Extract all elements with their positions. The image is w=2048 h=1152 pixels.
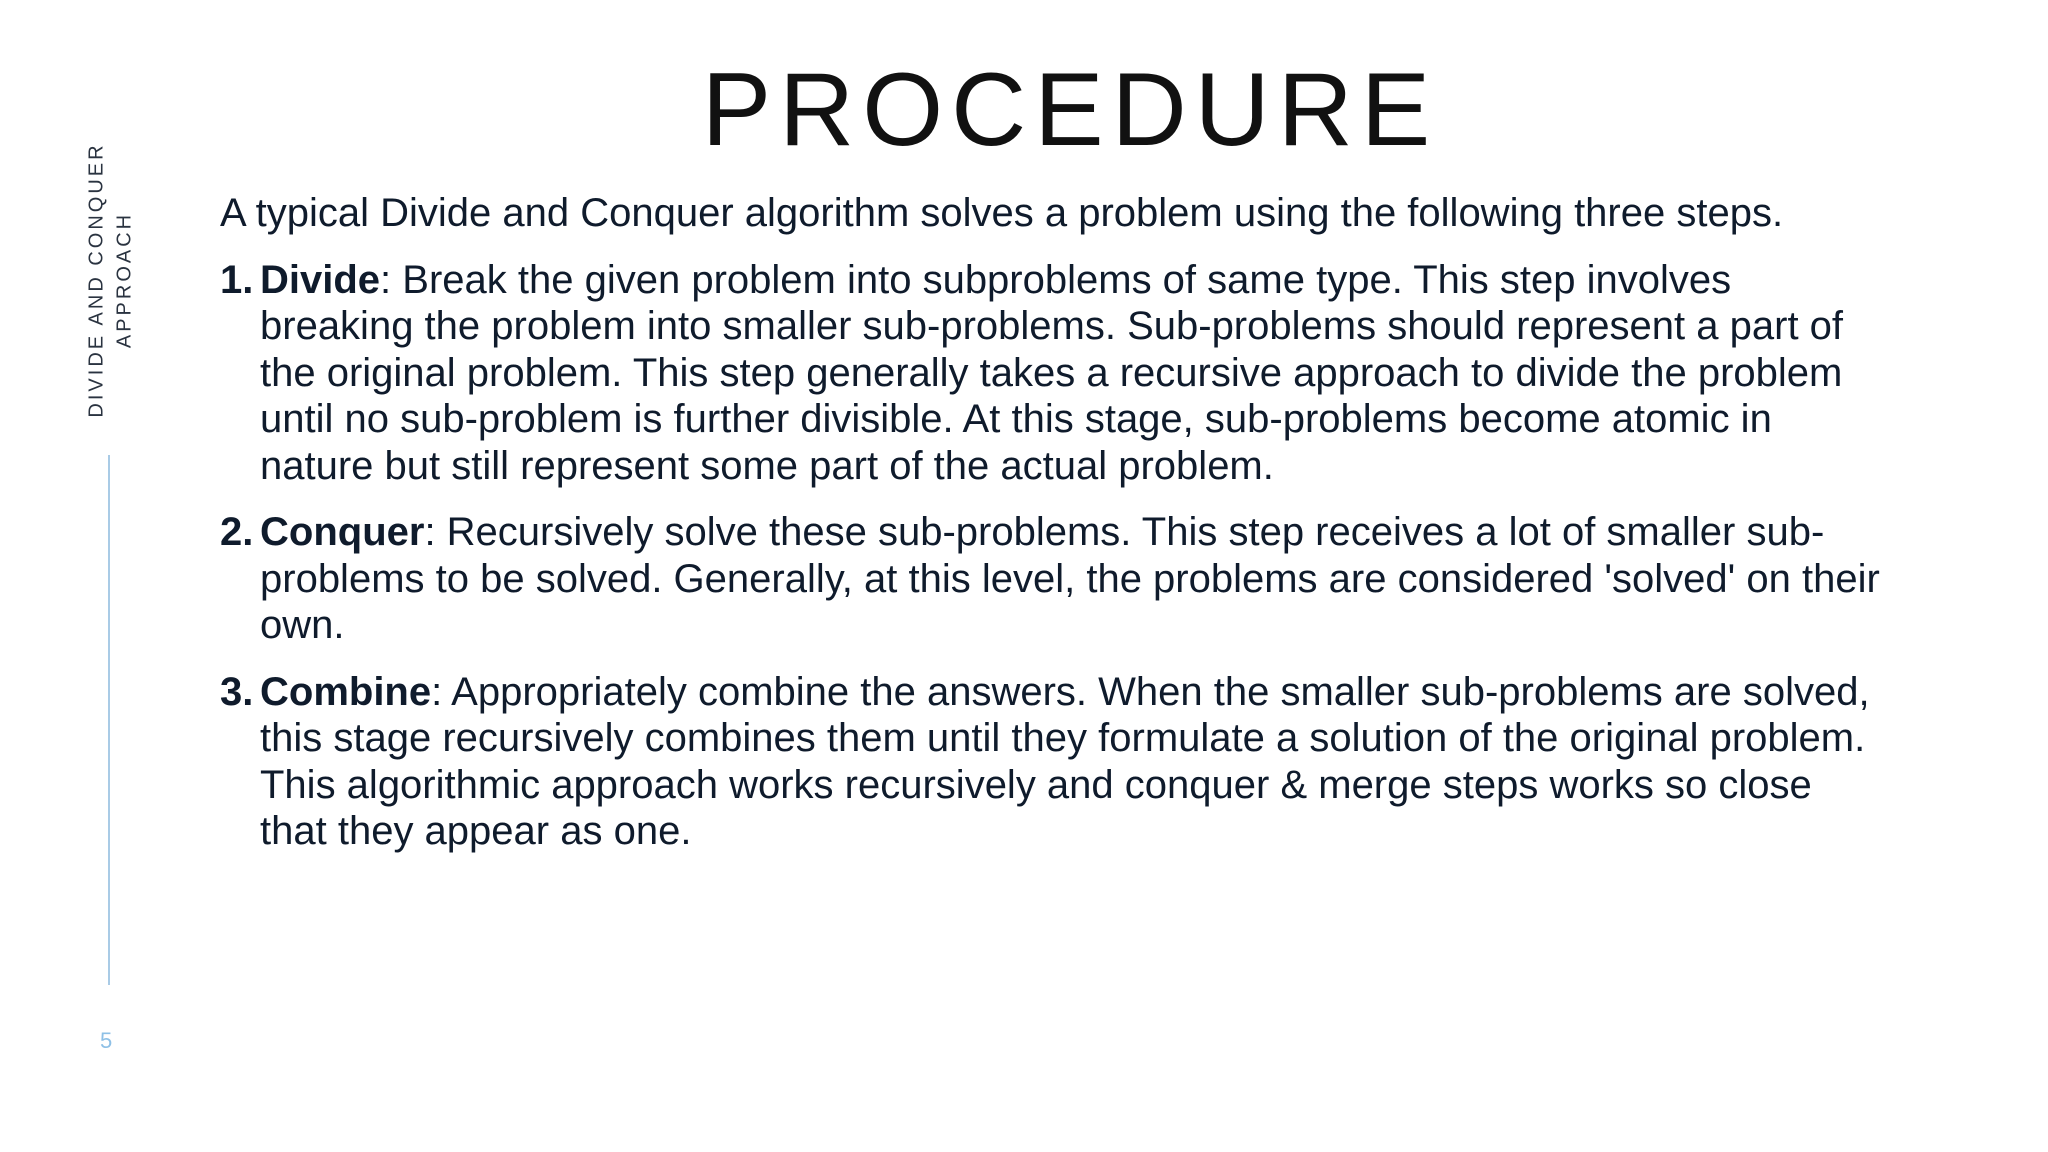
step-description: : Appropriately combine the answers. When the smaller sub-problems are solved, this stage recursively combines them until they formulate a solution of the original problem. This algorithmic approach works recursively and conquer & merge steps works so close that they appear as one. [260, 669, 1870, 853]
step-item-combine [220, 669, 1880, 855]
section-label-line-2: APPROACH [114, 211, 136, 349]
step-description: : Break the given problem into subproblems of same type. This step involves breaking the problem into smaller sub-problems. Sub-problems should represent a part of the original problem. This step generally takes a recursive approach to divide the problem until no sub-problem is further divisible. At this stage, sub-problems become atomic in nature but still represent some part of the actual problem. [260, 257, 1844, 488]
step-body [260, 509, 1880, 649]
step-body [260, 669, 1880, 855]
step-item-conquer [220, 509, 1880, 649]
step-number: 2. [220, 510, 254, 554]
intro-paragraph: A typical Divide and Conquer algorithm solves a problem using the following three steps. [220, 191, 1784, 235]
body-content [220, 190, 1880, 875]
section-label [80, 140, 142, 420]
step-item-divide [220, 257, 1880, 490]
section-label-text [83, 142, 139, 417]
step-term: Combine [260, 669, 432, 714]
page-number: 5 [100, 1028, 113, 1053]
section-label-line-1: DIVIDE AND CONQUER [86, 142, 108, 418]
step-number: 3. [220, 669, 254, 714]
step-term: Conquer [260, 510, 425, 554]
step-body [260, 257, 1880, 490]
slide-title: PROCEDURE [701, 52, 1439, 168]
step-number: 1. [220, 257, 254, 302]
step-description: : Recursively solve these sub-problems. This step receives a lot of smaller sub-problems to be solved. Generally, at this level, the problems are considered 'solved' on their own. [260, 510, 1880, 647]
accent-divider-line [108, 455, 110, 985]
steps-list [220, 257, 1880, 855]
step-term: Divide [260, 257, 381, 302]
